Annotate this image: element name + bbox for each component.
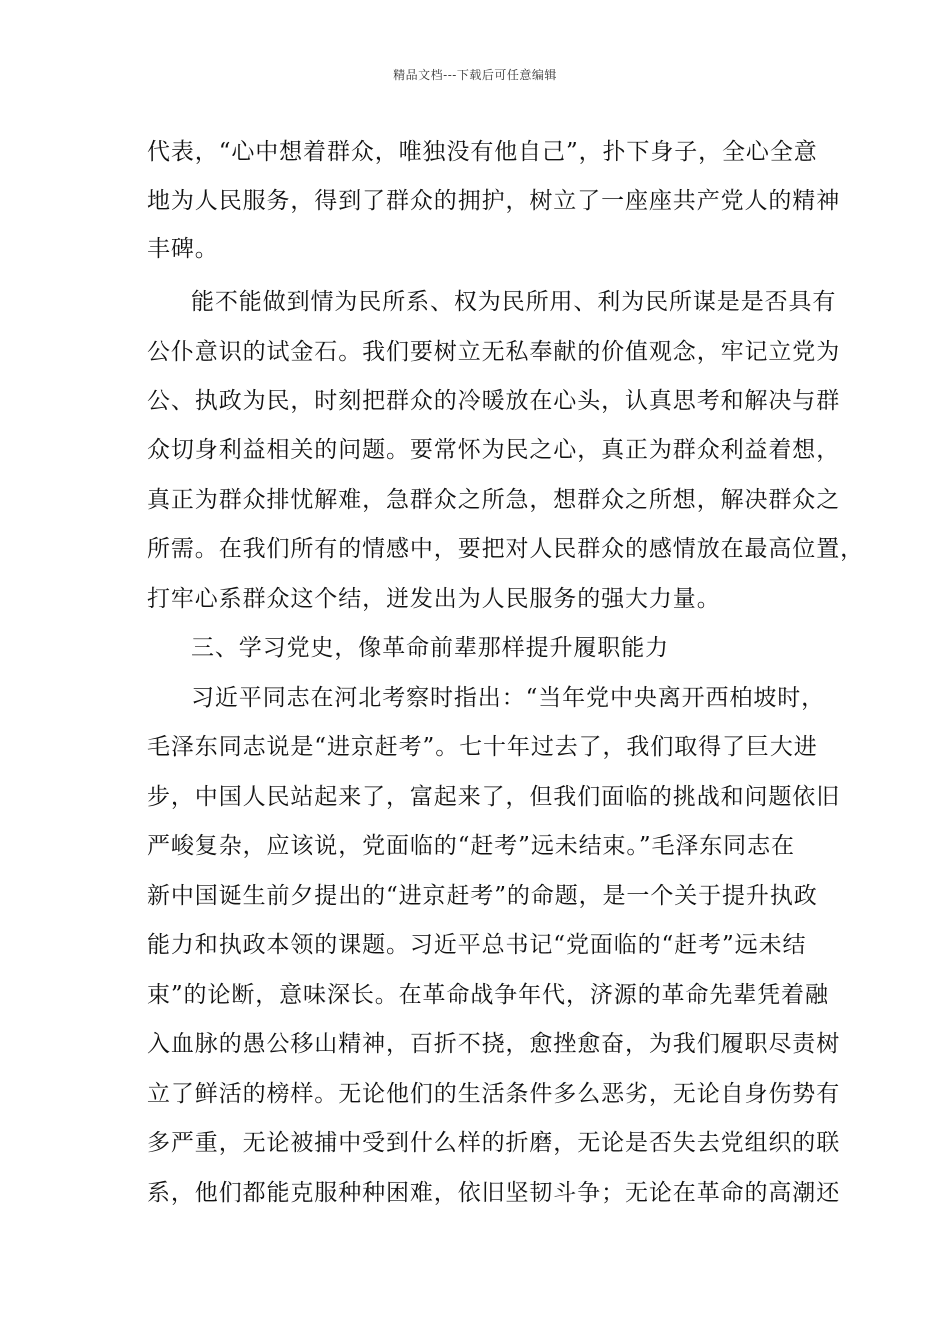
body-line: 立了鲜活的榜样。无论他们的生活条件多么恶劣，无论自身伤势有: [147, 1081, 841, 1107]
paragraph-start-line: 习近平同志在河北考察时指出：“当年党中央离开西柏坡时，: [191, 685, 826, 711]
body-line: 系，他们都能克服种种困难，依旧坚韧斗争；无论在革命的高潮还: [147, 1180, 841, 1206]
body-line: 代表，“心中想着群众，唯独没有他自己”，扑下身子，全心全意: [147, 139, 818, 165]
body-line: 严峻复杂，应该说，党面临的“赶考”远未结束。”毛泽东同志在: [147, 833, 795, 859]
body-line: 毛泽东同志说是“进京赶考”。七十年过去了，我们取得了巨大进: [147, 734, 818, 760]
body-line: 新中国诞生前夕提出的“进京赶考”的命题，是一个关于提升执政: [147, 883, 818, 909]
body-line: 众切身利益相关的问题。要常怀为民之心，真正为群众利益着想，: [147, 437, 841, 463]
body-line: 束”的论断，意味深长。在革命战争年代，济源的革命先辈凭着融: [147, 982, 829, 1008]
body-line: 步，中国人民站起来了，富起来了，但我们面临的挑战和问题依旧: [147, 784, 841, 810]
body-line: 真正为群众排忧解难，急群众之所急，想群众之所想，解决群众之: [147, 487, 841, 513]
body-line: 能力和执政本领的课题。习近平总书记“党面临的“赶考”远未结: [147, 932, 807, 958]
body-line: 所需。在我们所有的情感中，要把对人民群众的感情放在最高位置，: [147, 536, 864, 562]
section-heading: 三、学习党史，像革命前辈那样提升履职能力: [191, 635, 669, 661]
body-line: 多严重，无论被捕中受到什么样的折磨，无论是否失去党组织的联: [147, 1130, 841, 1156]
body-line: 公、执政为民，时刻把群众的冷暖放在心头，认真思考和解决与群: [147, 388, 841, 414]
paragraph-start-line: 能不能做到情为民所系、权为民所用、利为民所谋是是否具有: [191, 289, 837, 315]
body-line: 丰碑。: [147, 236, 219, 262]
body-line: 打牢心系群众这个结，迸发出为人民服务的强大力量。: [147, 586, 721, 612]
body-line: 公仆意识的试金石。我们要树立无私奉献的价值观念，牢记立党为: [147, 339, 841, 365]
body-line: 入血脉的愚公移山精神，百折不挠，愈挫愈奋，为我们履职尽责树: [147, 1031, 841, 1057]
body-line: 地为人民服务，得到了群众的拥护，树立了一座座共产党人的精神: [147, 188, 841, 214]
header-note: 精品文档---下载后可任意编辑: [393, 68, 557, 82]
